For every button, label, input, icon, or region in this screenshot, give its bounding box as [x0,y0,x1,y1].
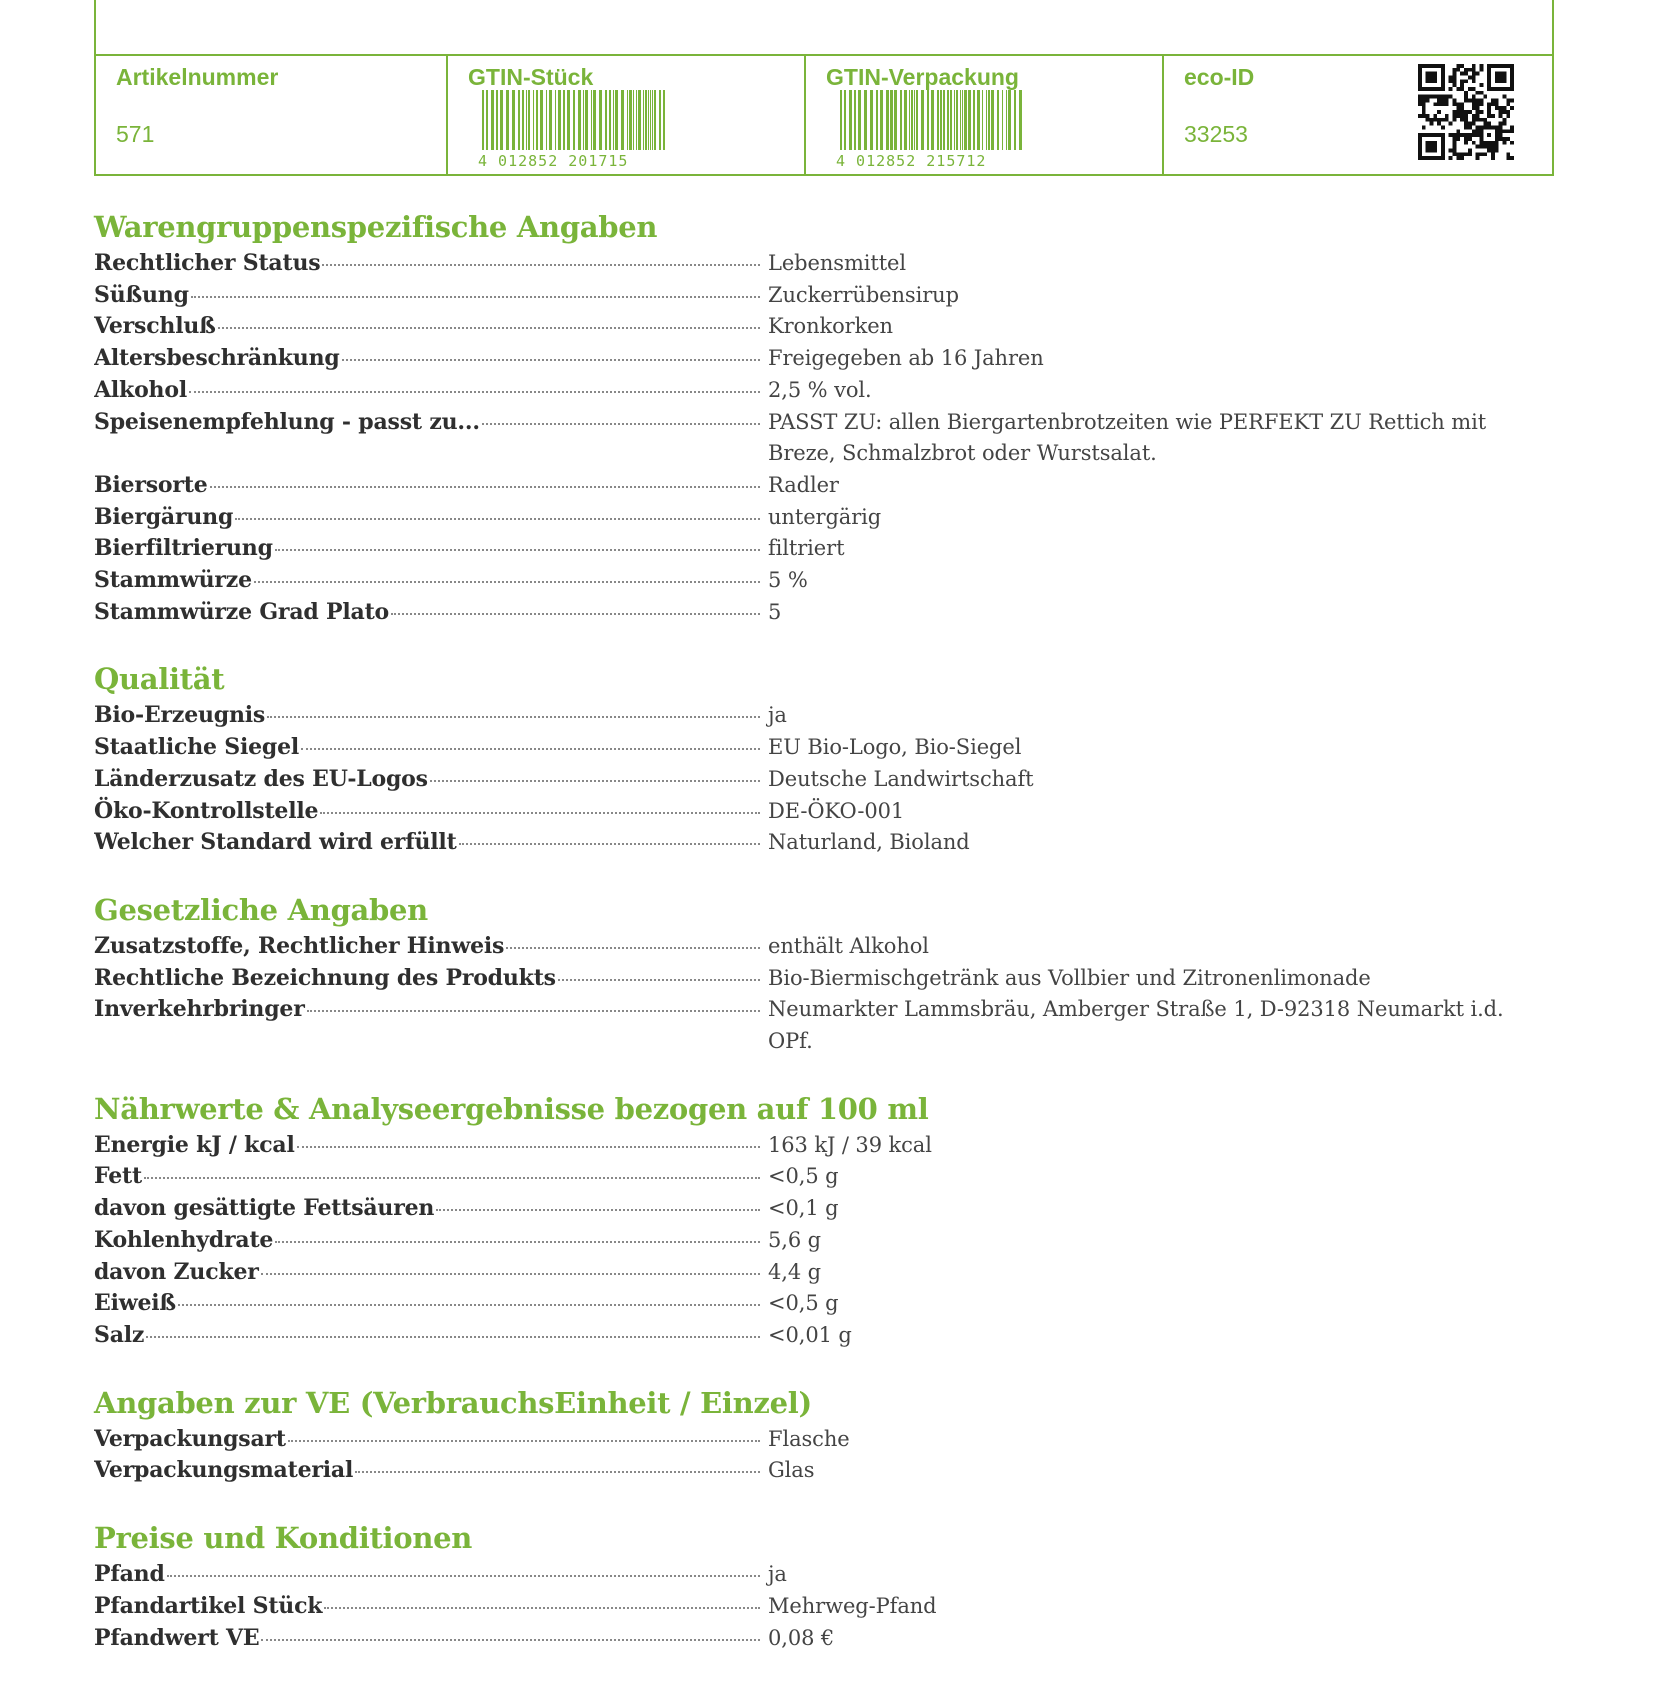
spec-label-cell [94,533,760,565]
spec-label: Fett [94,1163,142,1190]
dotted-leader [436,1209,760,1211]
spec-label-cell [94,732,760,764]
dotted-leader [324,1607,760,1609]
dotted-leader [355,1471,760,1473]
spec-value: enthält Alkohol [768,933,929,958]
product-spec-content [94,206,1514,1684]
dotted-leader [178,1304,760,1306]
spec-label-cell [94,700,760,732]
gtin-unit-digits: 4 012852 201715 [478,152,629,170]
spec-label-cell [94,1225,760,1257]
dotted-leader [191,296,760,298]
spec-label-cell [94,994,760,1026]
spec-label-cell [94,963,760,995]
spec-value: 2,5 % vol. [768,377,872,402]
spec-value: <0,1 g [768,1196,839,1221]
spec-label: Verpackungsmaterial [94,1457,354,1484]
spec-value: 4,4 g [768,1259,822,1284]
spec-value: Kronkorken [768,314,893,339]
spec-label: Biergärung [94,503,234,530]
section-title: Nährwerte & Analyseergebnisse bezogen auf 100 ml [94,1091,929,1126]
spec-value: filtriert [768,536,845,561]
spec-label-cell [94,1559,760,1591]
dotted-leader [189,391,760,393]
spec-label: Stammwürze Grad Plato [94,598,390,625]
article-number-label: Artikelnummer [116,64,279,90]
spec-value: Radler [768,472,839,497]
spec-value: Bio-Biermischgetränk aus Vollbier und Zitronenlimonade [768,965,1371,990]
spec-label: Speisenempfehlung - passt zu... [94,408,480,435]
dotted-leader [167,1575,760,1577]
dotted-leader [430,780,760,782]
spec-value: 163 kJ / 39 kcal [768,1132,932,1157]
gtin-unit-label: GTIN-Stück [468,64,594,90]
section-title: Angaben zur VE (VerbrauchsEinheit / Einzel) [94,1385,812,1420]
spec-row [94,1623,1514,1655]
spec-row [94,827,1514,859]
spec-value: Lebensmittel [768,251,906,275]
spec-label: Zusatzstoffe, Rechtlicher Hinweis [94,932,505,959]
dotted-leader [275,1241,760,1243]
spec-label: Pfandwert VE [94,1624,260,1651]
spec-label-cell [94,1320,760,1352]
section-title: Warengruppenspezifische Angaben [94,210,658,244]
spec-label: Salz [94,1321,145,1348]
dotted-leader [146,1336,760,1338]
dotted-leader [210,486,760,488]
spec-value: EU Bio-Logo, Bio-Siegel [768,735,1022,760]
spec-row [94,1320,1514,1352]
product-header-box [94,0,1554,176]
dotted-leader [261,1639,760,1641]
dotted-leader [144,1177,760,1179]
gtin-unit-barcode [478,90,668,150]
dotted-leader [297,1146,760,1148]
spec-label-cell [94,931,760,963]
spec-row [94,732,1514,764]
spec-value: Mehrweg-Pfand [768,1593,937,1618]
spec-label: Biersorte [94,471,208,498]
dotted-leader [307,1010,760,1012]
spec-label-cell [94,470,760,502]
dotted-leader [459,843,760,845]
dotted-leader [301,748,760,750]
spec-value: ja [768,1562,787,1587]
spec-label: Eiweiß [94,1290,176,1317]
spec-value: Naturland, Bioland [768,830,970,855]
dotted-leader [391,613,760,615]
dotted-leader [506,947,760,949]
spec-label-cell [94,407,760,439]
spec-value: 5 [768,599,782,624]
spec-label: davon gesättigte Fettsäuren [94,1195,435,1222]
dotted-leader [482,423,760,425]
eco-id-cell [1164,56,1552,174]
spec-row [94,1591,1514,1623]
dotted-leader [342,359,760,361]
spec-label-cell [94,565,760,597]
spec-label: Energie kJ / kcal [94,1131,295,1158]
spec-value: <0,5 g [768,1164,839,1189]
spec-label-cell [94,1424,760,1456]
spec-label: Öko-Kontrollstelle [94,797,319,824]
spec-label-cell [94,597,760,629]
spec-label-cell [94,248,760,280]
spec-row [94,931,1514,963]
spec-row [94,963,1514,995]
spec-value: DE-ÖKO-001 [768,798,905,823]
product-id-row [96,54,1552,174]
spec-label: Kohlenhydrate [94,1226,274,1253]
spec-label: Bio-Erzeugnis [94,702,266,729]
spec-row [94,700,1514,732]
spec-label-cell [94,1455,760,1487]
spec-label-cell [94,1591,760,1623]
spec-label-cell [94,1130,760,1162]
spec-value: <0,01 g [768,1322,852,1347]
spec-label-cell [94,502,760,534]
spec-row [94,565,1514,597]
spec-label-cell [94,764,760,796]
spec-row [94,1130,1514,1162]
spec-row [94,1424,1514,1456]
spec-row [94,1225,1514,1257]
section-title: Gesetzliche Angaben [94,892,428,927]
eco-id-value: 33253 [1184,121,1248,147]
spec-value: Deutsche Landwirtschaft [768,766,1034,791]
spec-row [94,597,1514,629]
gtin-pack-cell [806,56,1164,174]
spec-row [94,533,1514,565]
spec-row [94,311,1514,343]
spec-value: Flasche [768,1426,850,1451]
spec-label: Verpackungsart [94,1425,286,1452]
spec-label: Süßung [94,281,189,308]
dotted-leader [261,1273,760,1275]
section [94,1382,1514,1487]
spec-label: Pfandartikel Stück [94,1592,323,1619]
spec-label: Welcher Standard wird erfüllt [94,829,457,856]
qr-code-icon [1418,64,1514,160]
spec-value: ja [768,703,787,728]
gtin-pack-barcode [836,90,1026,150]
section [94,206,1514,628]
dotted-leader [320,812,760,814]
spec-label-cell [94,1257,760,1289]
section-title: Preise und Konditionen [94,1521,473,1556]
gtin-unit-cell [448,56,806,174]
spec-label-cell [94,1288,760,1320]
spec-row [94,470,1514,502]
spec-label: Altersbeschränkung [94,345,340,372]
spec-label-cell [94,280,760,312]
spec-value: 5,6 g [768,1227,822,1252]
spec-label: Staatliche Siegel [94,734,300,761]
spec-label: Verschluß [94,313,216,340]
dotted-leader [558,979,760,981]
spec-label: Pfand [94,1561,165,1588]
section [94,1088,1514,1352]
gtin-pack-label: GTIN-Verpackung [826,64,1019,90]
spec-row [94,343,1514,375]
spec-label-cell [94,311,760,343]
spec-row [94,796,1514,828]
spec-label-cell [94,1623,760,1655]
spec-value: 0,08 € [768,1625,835,1650]
spec-row [94,764,1514,796]
spec-row [94,1161,1514,1193]
spec-value: PASST ZU: allen Biergartenbrotzeiten wie PERFEKT ZU Rettich mit Breze, Schmalzbrot oder Wurstsalat. [768,409,1487,466]
dotted-leader [275,549,760,551]
spec-value: Zuckerrübensirup [768,282,959,307]
spec-label: Bierfiltrierung [94,535,273,562]
section-title: Qualität [94,662,225,697]
spec-row [94,1193,1514,1225]
spec-row [94,280,1514,312]
section [94,658,1514,859]
spec-label-cell [94,375,760,407]
spec-row [94,994,1514,1057]
spec-row [94,1257,1514,1289]
spec-label: Länderzusatz des EU-Logos [94,765,428,792]
spec-value: untergärig [768,504,882,529]
spec-row [94,407,1514,470]
spec-row [94,1559,1514,1591]
spec-row [94,502,1514,534]
section [94,889,1514,1058]
spec-value: <0,5 g [768,1291,839,1316]
spec-row [94,248,1514,280]
spec-label: davon Zucker [94,1258,259,1285]
spec-row [94,1288,1514,1320]
spec-value: 5 % [768,568,808,593]
dotted-leader [254,581,760,583]
article-number-value: 571 [116,121,155,147]
dotted-leader [235,518,760,520]
dotted-leader [322,264,760,266]
gtin-pack-digits: 4 012852 215712 [836,152,987,170]
spec-label-cell [94,796,760,828]
article-number-cell [96,56,448,174]
spec-label-cell [94,1193,760,1225]
spec-label: Rechtlicher Status [94,250,321,276]
spec-row [94,375,1514,407]
dotted-leader [267,716,760,718]
spec-label-cell [94,827,760,859]
spec-label-cell [94,343,760,375]
spec-label: Inverkehrbringer [94,996,305,1023]
section [94,1517,1514,1654]
spec-label: Rechtliche Bezeichnung des Produkts [94,964,556,991]
spec-label: Alkohol [94,376,187,403]
eco-id-label: eco-ID [1184,64,1255,90]
spec-label-cell [94,1161,760,1193]
spec-value: Freigegeben ab 16 Jahren [768,346,1044,371]
spec-value: Glas [768,1458,815,1483]
spec-value: Neumarkter Lammsbräu, Amberger Straße 1, D-92318 Neumarkt i.d. OPf. [768,997,1504,1054]
spec-label: Stammwürze [94,567,252,594]
dotted-leader [288,1440,760,1442]
spec-row [94,1455,1514,1487]
dotted-leader [218,327,760,329]
